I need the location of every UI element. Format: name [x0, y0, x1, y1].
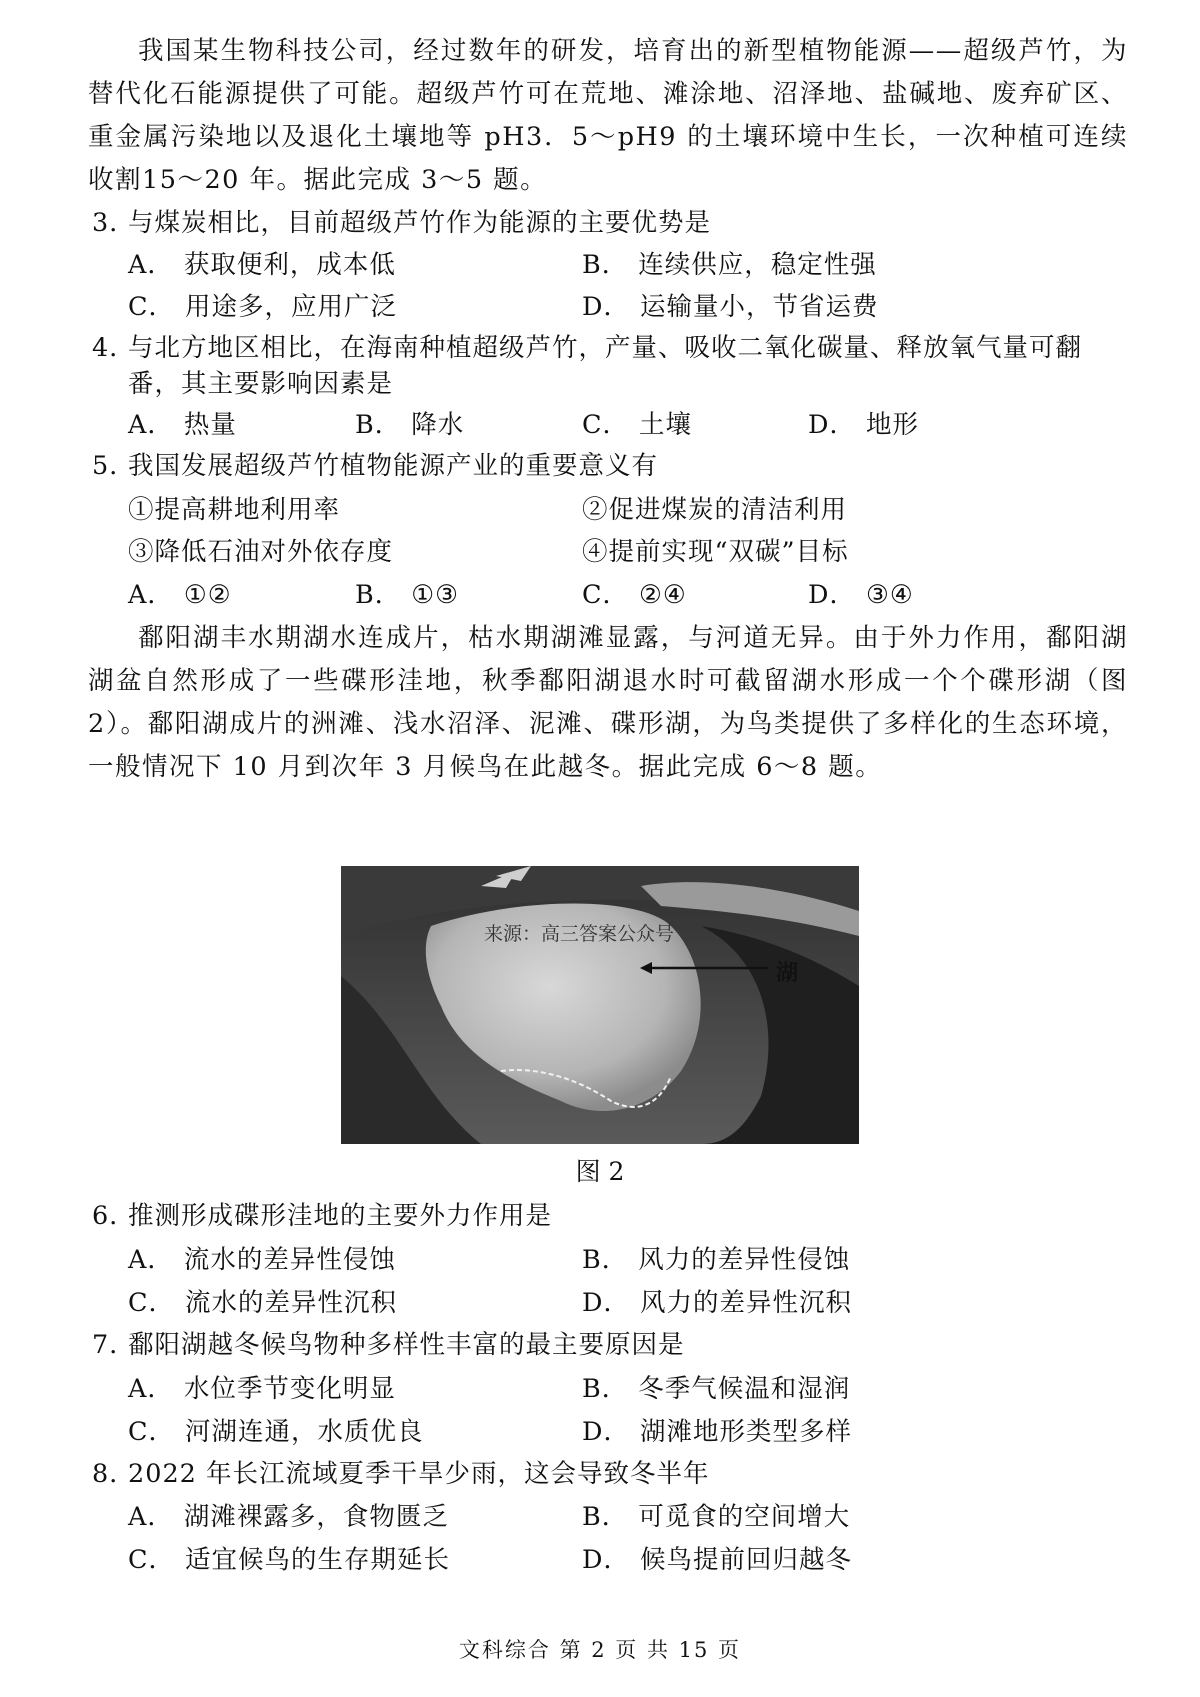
- question-4: [92, 328, 1082, 368]
- option-b: B． 冬季气候温和湿润: [582, 1374, 851, 1404]
- option-d: D． ③④: [808, 580, 914, 610]
- question-number: 6．: [92, 1201, 136, 1231]
- option-c: C． 适宜候鸟的生存期延长: [128, 1545, 451, 1575]
- page-footer: 文科综合 第 2 页 共 15 页: [458, 1638, 742, 1662]
- option-c: C． 用途多，应用广泛: [128, 292, 398, 322]
- statement-1: ①提高耕地利用率: [128, 495, 341, 525]
- lake-label: 湖: [776, 961, 799, 986]
- lake-aerial-photo: [341, 866, 859, 1144]
- question-stem: 推测形成碟形洼地的主要外力作用是: [128, 1201, 553, 1231]
- intro-paragraph-reed: 我国某生物科技公司，经过数年的研发，培育出的新型植物能源——超级芦竹，为替代化石能源提供了可能。超级芦竹可在荒地、滩涂地、沼泽地、盐碱地、废弃矿区、重金属污染地以及退化土壤地等 pH3．5～pH9 的土壤环境中生长，一次种植可连续收割15～20 年。据此完成 3～5 题。: [88, 36, 1128, 195]
- option-a: A． 流水的差异性侵蚀: [128, 1245, 396, 1275]
- question-8: [92, 1454, 710, 1494]
- question-stem: 2022 年长江流域夏季干旱少雨，这会导致冬半年: [128, 1459, 710, 1489]
- option-c: C． 河湖连通，水质优良: [128, 1417, 424, 1447]
- question-stem-continued: 番，其主要影响因素是: [128, 369, 394, 399]
- question-number: 5．: [92, 451, 136, 481]
- question-number: 7．: [92, 1330, 136, 1360]
- question-7: [92, 1325, 685, 1365]
- option-b: B． 连续供应，稳定性强: [582, 250, 877, 280]
- option-b: B． 可觅食的空间增大: [582, 1502, 851, 1532]
- question-number: 8．: [92, 1459, 136, 1489]
- watermark-text: 来源：高三答案公众号: [484, 923, 675, 945]
- figure-caption: 图 2: [575, 1157, 625, 1186]
- statement-2: ②促进煤炭的清洁利用: [582, 495, 848, 525]
- option-c: C． ②④: [582, 580, 687, 610]
- option-d: D． 候鸟提前回归越冬: [582, 1545, 852, 1575]
- option-b: B． 风力的差异性侵蚀: [582, 1245, 851, 1275]
- question-3: [92, 203, 711, 243]
- option-a: A． ①②: [128, 580, 232, 610]
- arrow-left-icon: [640, 960, 770, 976]
- option-a: A． 获取便利，成本低: [128, 250, 396, 280]
- question-number: 3．: [92, 208, 136, 238]
- option-d: D． 地形: [808, 410, 919, 440]
- option-c: C． 土壤: [582, 410, 693, 440]
- option-c: C． 流水的差异性沉积: [128, 1288, 398, 1318]
- statement-4: ④提前实现“双碳”目标: [582, 537, 849, 567]
- option-a: A． 湖滩裸露多，食物匮乏: [128, 1502, 449, 1532]
- question-stem: 鄱阳湖越冬候鸟物种多样性丰富的最主要原因是: [128, 1330, 685, 1360]
- question-6: [92, 1196, 552, 1236]
- intro-paragraph-poyang: 鄱阳湖丰水期湖水连成片，枯水期湖滩显露，与河道无异。由于外力作用，鄱阳湖湖盆自然形成了一些碟形洼地，秋季鄱阳湖退水时可截留湖水形成一个个碟形湖（图 2）。鄱阳湖成片的洲滩、浅水沼泽、泥滩、碟形湖，为鸟类提供了多样化的生态环境，一般情况下 10 月到次年 3 月候鸟在此越冬。据此完成 6～8 题。: [88, 623, 1128, 782]
- option-b: B． ①③: [355, 580, 459, 610]
- option-d: D． 风力的差异性沉积: [582, 1288, 852, 1318]
- option-a: A． 水位季节变化明显: [128, 1374, 396, 1404]
- statement-3: ③降低石油对外依存度: [128, 537, 394, 567]
- question-number: 4．: [92, 333, 136, 363]
- question-stem: 我国发展超级芦竹植物能源产业的重要意义有: [128, 451, 659, 481]
- option-b: B． 降水: [355, 410, 465, 440]
- option-a: A． 热量: [128, 410, 237, 440]
- lake-photo-illustration: [341, 866, 859, 1144]
- question-5: [92, 446, 658, 486]
- option-d: D． 运输量小，节省运费: [582, 292, 879, 322]
- question-stem: 与北方地区相比，在海南种植超级芦竹，产量、吸收二氧化碳量、释放氧气量可翻: [128, 333, 1083, 363]
- option-d: D． 湖滩地形类型多样: [582, 1417, 852, 1447]
- question-stem: 与煤炭相比，目前超级芦竹作为能源的主要优势是: [128, 208, 712, 238]
